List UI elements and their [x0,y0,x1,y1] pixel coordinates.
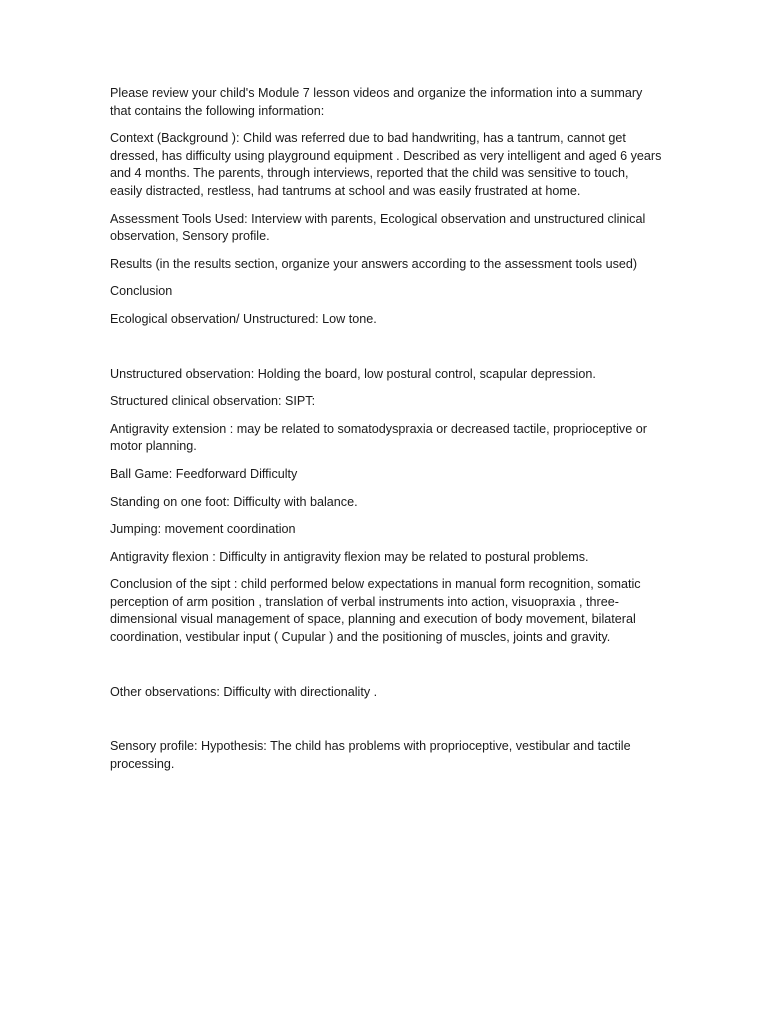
unstructured-observation-paragraph: Unstructured observation: Holding the board, low postural control, scapular depression. [110,366,596,381]
results-paragraph: Results (in the results section, organize your answers according to the assessment tools used) [110,256,638,271]
conclusion-heading: Conclusion [110,284,173,299]
assessment-tools-paragraph: Assessment Tools Used: Interview with parents, Ecological observation and unstructured clinical observation, Sensory profile. [110,211,646,244]
ecological-observation-paragraph: Ecological observation/ Unstructured: Low tone. [110,311,377,326]
context-paragraph: Context (Background ): Child was referred due to bad handwriting, has a tantrum, cannot get dressed, has difficulty using playground equipment . Described as very intelligent and aged 6 years and 4 months. The parents, through interviews, reported that the child was sensitive to touch, easily distracted, restless, had tantrums at school and was easily frustrated at home. [110,131,662,198]
document-body [110,85,662,783]
antigravity-extension-paragraph: Antigravity extension : may be related to somatodyspraxia or decreased tactile, proprioceptive or motor planning. [110,421,647,454]
jumping-paragraph: Jumping: movement coordination [110,522,296,537]
sipt-conclusion-paragraph: Conclusion of the sipt : child performed below expectations in manual form recognition, somatic perception of arm position , translation of verbal instruments into action, visuopraxia , three-dimensional visual management of space, planning and execution of body movement, bilateral coordination, vestibular input ( Cupular ) and the positioning of muscles, joints and gravity. [110,577,641,645]
antigravity-flexion-paragraph: Antigravity flexion : Difficulty in antigravity flexion may be related to postural problems. [110,549,589,564]
structured-observation-paragraph: Structured clinical observation: SIPT: [110,394,316,409]
other-observations-paragraph: Other observations: Difficulty with directionality . [110,684,378,699]
sensory-profile-paragraph: Sensory profile: Hypothesis: The child has problems with proprioceptive, vestibular and tactile processing. [110,739,631,771]
instructions-paragraph: Please review your child's Module 7 lesson videos and organize the information into a summary that contains the following information: [110,86,643,118]
ball-game-paragraph: Ball Game: Feedforward Difficulty [110,466,298,481]
standing-one-foot-paragraph: Standing on one foot: Difficulty with balance. [110,494,358,509]
